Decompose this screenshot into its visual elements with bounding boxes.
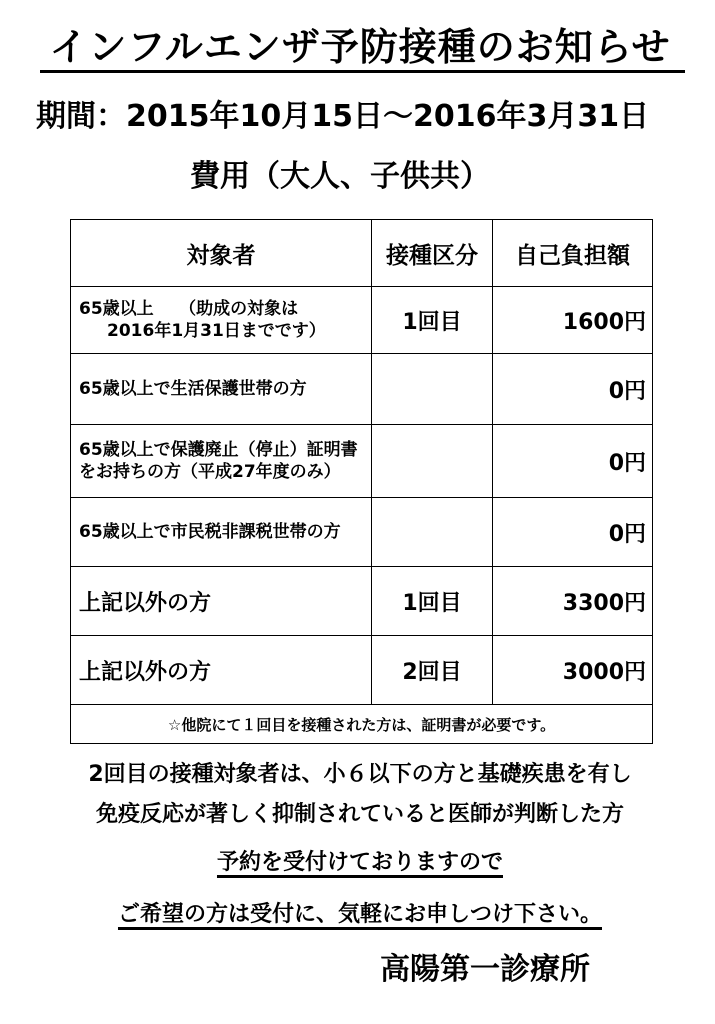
row-subject: 65歳以上で市民税非課税世帯の方: [71, 498, 372, 567]
certificate-note: ☆他院にて１回目を接種された方は、証明書が必要です。: [71, 705, 653, 744]
cost-heading: 費用（大人、子供共）: [190, 159, 490, 194]
row-subject-line1: 65歳以上 （助成の対象は: [79, 299, 299, 319]
request-text: ご希望の方は受付に、気軽にお申しつけ下さい。: [117, 902, 602, 927]
row-subject: 65歳以上で生活保護世帯の方: [71, 354, 372, 425]
table-note-row: [71, 705, 653, 744]
row-subject: 上記以外の方: [71, 567, 372, 636]
second-dose-eligibility-line1: 2回目の接種対象者は、小６以下の方と基礎疾患を有し: [88, 762, 632, 787]
reservation-notice: [40, 848, 680, 878]
row-subject-line2: 2016年1月31日までです）: [107, 321, 326, 341]
second-dose-eligibility-line2: 免疫反応が著しく抑制されていると医師が判断した方: [95, 802, 624, 827]
row-amount: 1600円: [493, 287, 653, 354]
header-amount: 自己負担額: [493, 220, 653, 287]
row-subject: 上記以外の方: [71, 636, 372, 705]
table-row: [71, 354, 653, 425]
vaccination-period: 期間：2015年10月15日～2016年3月31日: [36, 99, 650, 134]
clinic-name: 高陽第一診療所: [380, 952, 590, 987]
header-round: 接種区分: [372, 220, 493, 287]
row-amount: 3300円: [493, 567, 653, 636]
reservation-text: 予約を受付けておりますので: [216, 850, 503, 875]
row-amount: 0円: [493, 425, 653, 498]
row-round: 1回目: [372, 567, 493, 636]
row-round: 1回目: [372, 287, 493, 354]
table-row: [71, 287, 653, 354]
table-row: [71, 567, 653, 636]
row-round: [372, 498, 493, 567]
table-row: [71, 636, 653, 705]
row-amount: 3000円: [493, 636, 653, 705]
header-subject: 対象者: [71, 220, 372, 287]
row-round: 2回目: [372, 636, 493, 705]
row-amount: 0円: [493, 498, 653, 567]
row-round: [372, 354, 493, 425]
table-row: [71, 425, 653, 498]
row-subject: 65歳以上で保護廃止（停止）証明書をお持ちの方（平成27年度のみ）: [71, 425, 372, 498]
row-round: [372, 425, 493, 498]
fee-table: [70, 219, 653, 744]
table-row: [71, 498, 653, 567]
table-header-row: [71, 220, 653, 287]
notice-title: インフルエンザ予防接種のお知らせ: [49, 25, 671, 69]
row-amount: 0円: [493, 354, 653, 425]
request-notice: [40, 900, 680, 930]
row-subject: [71, 287, 372, 354]
title-underline: [40, 70, 685, 73]
